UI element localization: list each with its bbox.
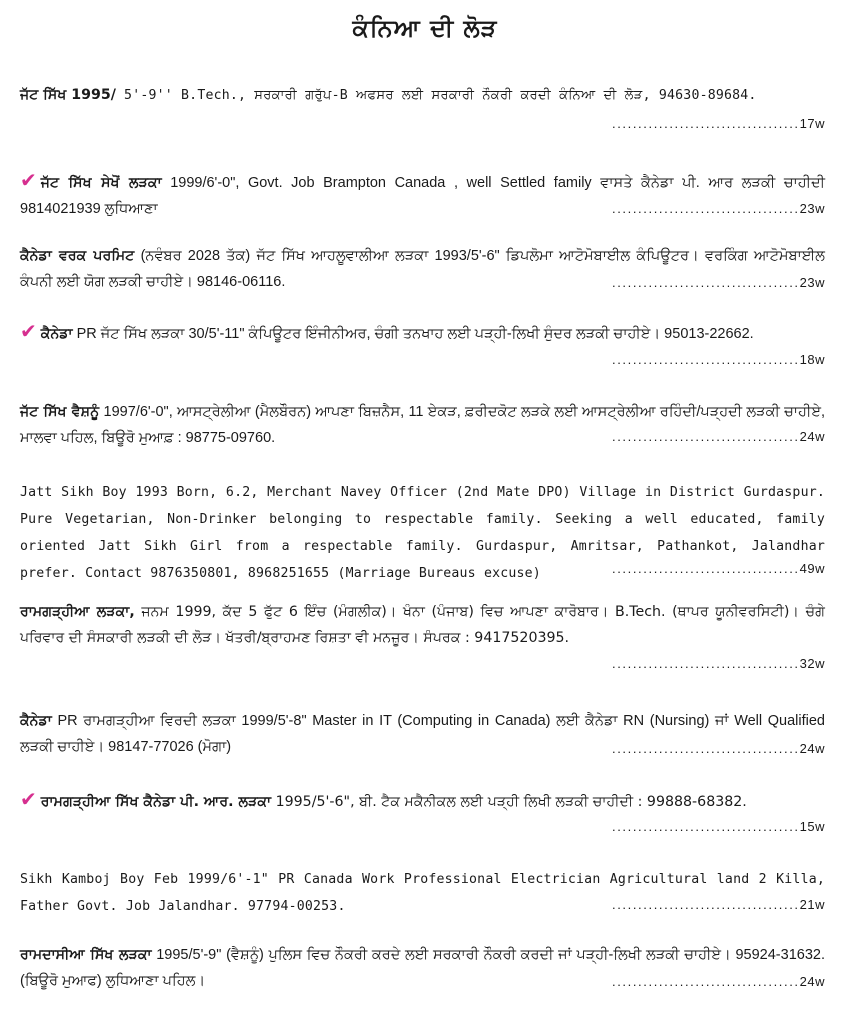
ad-7 [20,599,825,651]
ad-10-text: Sikh Kamboj Boy Feb 1999/6'-1" PR Canada Work Professional Electrician Agricultural land 2 Killa, Father Govt. Job Jalandhar. 97794-00253. [20,872,825,914]
ad-8-ref: ....................................24w [612,741,825,756]
ad-1 [20,82,825,109]
ad-11-lead: ਰਾਮਦਾਸੀਆ ਸਿੱਖ ਲੜਕਾ [20,947,152,963]
ad-4 [20,318,825,347]
ad-8-lead: ਕੈਨੇਡਾ [20,713,52,729]
ad-11-ref: ....................................24w [612,974,825,989]
ad-7-text: ਜਨਮ 1999, ਕੱਦ 5 ਫੁੱਟ 6 ਇੰਚ (ਮੰਗਲੀਕ)। ਖੰਨਾ (ਪੰਜਾਬ) ਵਿਚ ਆਪਣਾ ਕਾਰੋਬਾਰ। B.Tech. (ਥਾਪਰ ਯੂਨੀਵਰਸਿਟੀ)। ਚੰਗੇ ਪਰਿਵਾਰ ਦੀ ਸੰਸਕਾਰੀ ਲੜਕੀ ਦੀ ਲੋੜ। ਖੱਤਰੀ/ਬ੍ਰਾਹਮਣ ਰਿਸ਼ਤਾ ਵੀ ਮਨਜ਼ੂਰ। ਸੰਪਰਕ : 9417520395. [20,604,826,646]
ad-9-lead: ਰਾਮਗੜ੍ਹੀਆ ਸਿੱਖ ਕੈਨੇਡਾ ਪੀ. ਆਰ. ਲੜਕਾ [40,794,272,810]
ad-7-code: 32w [799,656,825,671]
ad-11-code: 24w [799,974,825,989]
ad-11-text: 1995/5'-9" (ਵੈਸ਼ਨੂੰ) ਪੁਲਿਸ ਵਿਚ ਨੌਕਰੀ ਕਰਦੇ ਲਈ ਸਰਕਾਰੀ ਨੌਕਰੀ ਕਰਦੀ ਜਾਂ ਪੜ੍ਹੀ-ਲਿਖੀ ਲੜਕੀ ਚਾਹੀਏ। 95924-31632. (ਬਿਊਰੋ ਮੁਆਫ) ਲੁਧਿਆਣਾ ਪਹਿਲ। [20,947,825,989]
ad-3-lead: ਕੈਨੇਡਾ ਵਰਕ ਪਰਮਿਟ [20,248,135,264]
ad-10-ref: ....................................21w [612,897,825,912]
ad-5-code: 24w [799,429,825,444]
ad-1-code: 17w [799,116,825,131]
ad-3-text: (ਨਵੰਬਰ 2028 ਤੱਕ) ਜੱਟ ਸਿੱਖ ਆਹਲੂਵਾਲੀਆ ਲੜਕਾ 1993/5'-6" ਡਿਪਲੋਮਾ ਆਟੋਮੋਬਾਈਲ ਕੰਪਿਊਟਰ। ਵਰਕਿੰਗ ਆਟੋਮੋਬਾਈਲ ਕੰਪਨੀ ਲਈ ਯੋਗ ਲੜਕੀ ਚਾਹੀਏ। 98146-06116. [20,248,825,290]
ad-4-ref: ....................................18w [612,352,825,367]
ad-5-text: 1997/6'-0", ਆਸਟ੍ਰੇਲੀਆ (ਮੈਲਬੌਰਨ) ਆਪਣਾ ਬਿਜ਼ਨੈਸ, 11 ਏਕੜ, ਫ਼ਰੀਦਕੋਟ ਲੜਕੇ ਲਈ ਆਸਟ੍ਰੇਲੀਆ ਰਹਿੰਦੀ/ਪੜ੍ਹਦੀ ਲੜਕੀ ਚਾਹੀਏ, ਮਾਲਵਾ ਪਹਿਲ, ਬਿਊਰੋ ਮੁਆਫ਼ : 98775-09760. [20,404,825,446]
ad-6-code: 49w [799,561,825,576]
ad-2-text: 1999/6'-0", Govt. Job Brampton Canada , well Settled family ਵਾਸਤੇ ਕੈਨੇਡਾ ਪੀ. ਆਰ ਲੜਕੀ ਚਾਹੀਦੀ 9814021939 ਲੁਧਿਆਣਾ [20,175,825,217]
check-icon: ✔ [20,168,37,192]
ad-8-text: PR ਰਾਮਗੜ੍ਹੀਆ ਵਿਰਦੀ ਲੜਕਾ 1999/5'-8" Master in IT (Computing in Canada) ਲਈ ਕੈਨੇਡਾ RN (Nursing) ਜਾਂ Well Qualified ਲੜਕੀ ਚਾਹੀਏ। 98147-77026 (ਮੋਗਾ) [20,713,825,755]
ad-6-text: Jatt Sikh Boy 1993 Born, 6.2, Merchant Navey Officer (2nd Mate DPO) Village in District Gurdaspur. Pure Vegetarian, Non-Drinker belonging to respectable family. Seeking a well educated, family oriented Jatt Sikh Girl from a respectable family. Gurdaspur, Amritsar, Pathankot, Jalandhar prefer. Contact 9876350801, 8968251655 (Marriage Bureaus excuse) [20,485,825,581]
ad-2-ref: ....................................23w [612,201,825,216]
ad-4-text: PR ਜੱਟ ਸਿੱਖ ਲੜਕਾ 30/5'-11" ਕੰਪਿਊਟਰ ਇੰਜੀਨੀਅਰ, ਚੰਗੀ ਤਨਖਾਹ ਲਈ ਪੜ੍ਹੀ-ਲਿਖੀ ਸੁੰਦਰ ਲੜਕੀ ਚਾਹੀਏ। 95013-22662. [72,326,754,342]
ad-5-lead: ਜੱਟ ਸਿੱਖ ਵੈਸ਼ਨੂੰ [20,404,100,420]
ad-5-ref: ....................................24w [612,429,825,444]
ad-4-code: 18w [799,352,825,367]
ad-9 [20,786,825,815]
check-icon: ✔ [20,787,37,811]
check-icon: ✔ [20,319,37,343]
ad-2-lead: ਜੱਟ ਸਿੱਖ ਸੇਖੋਂ ਲੜਕਾ [40,175,162,191]
ad-3-ref: ....................................23w [612,275,825,290]
ad-1-ref: ....................................17w [612,116,825,131]
ad-10-code: 21w [799,897,825,912]
ad-7-lead: ਰਾਮਗੜ੍ਹੀਆ ਲੜਕਾ, [20,604,135,620]
ad-2-code: 23w [799,201,825,216]
ad-1-lead: ਜੱਟ ਸਿੱਖ 1995/ [20,87,116,103]
ad-8-code: 24w [799,741,825,756]
ad-6-ref: ....................................49w [612,561,825,576]
ad-9-text: 1995/5'-6", ਬੀ. ਟੈਕ ਮਕੈਨੀਕਲ ਲਈ ਪੜ੍ਹੀ ਲਿਖੀ ਲੜਕੀ ਚਾਹੀਦੀ : 99888-68382. [271,794,747,810]
ad-7-ref: ....................................32w [612,656,825,671]
ad-9-code: 15w [799,819,825,834]
page-title: ਕੰਨਿਆ ਦੀ ਲੋੜ [352,14,498,42]
ad-3-code: 23w [799,275,825,290]
ad-1-text: 5'-9'' B.Tech., ਸਰਕਾਰੀ ਗਰੁੱਪ-B ਅਫਸਰ ਲਈ ਸਰਕਾਰੀ ਨੌਕਰੀ ਕਰਦੀ ਕੰਨਿਆ ਦੀ ਲੋੜ, 94630-89684. [115,88,757,103]
ad-9-ref: ....................................15w [612,819,825,834]
ad-4-lead: ਕੈਨੇਡਾ [40,326,73,342]
